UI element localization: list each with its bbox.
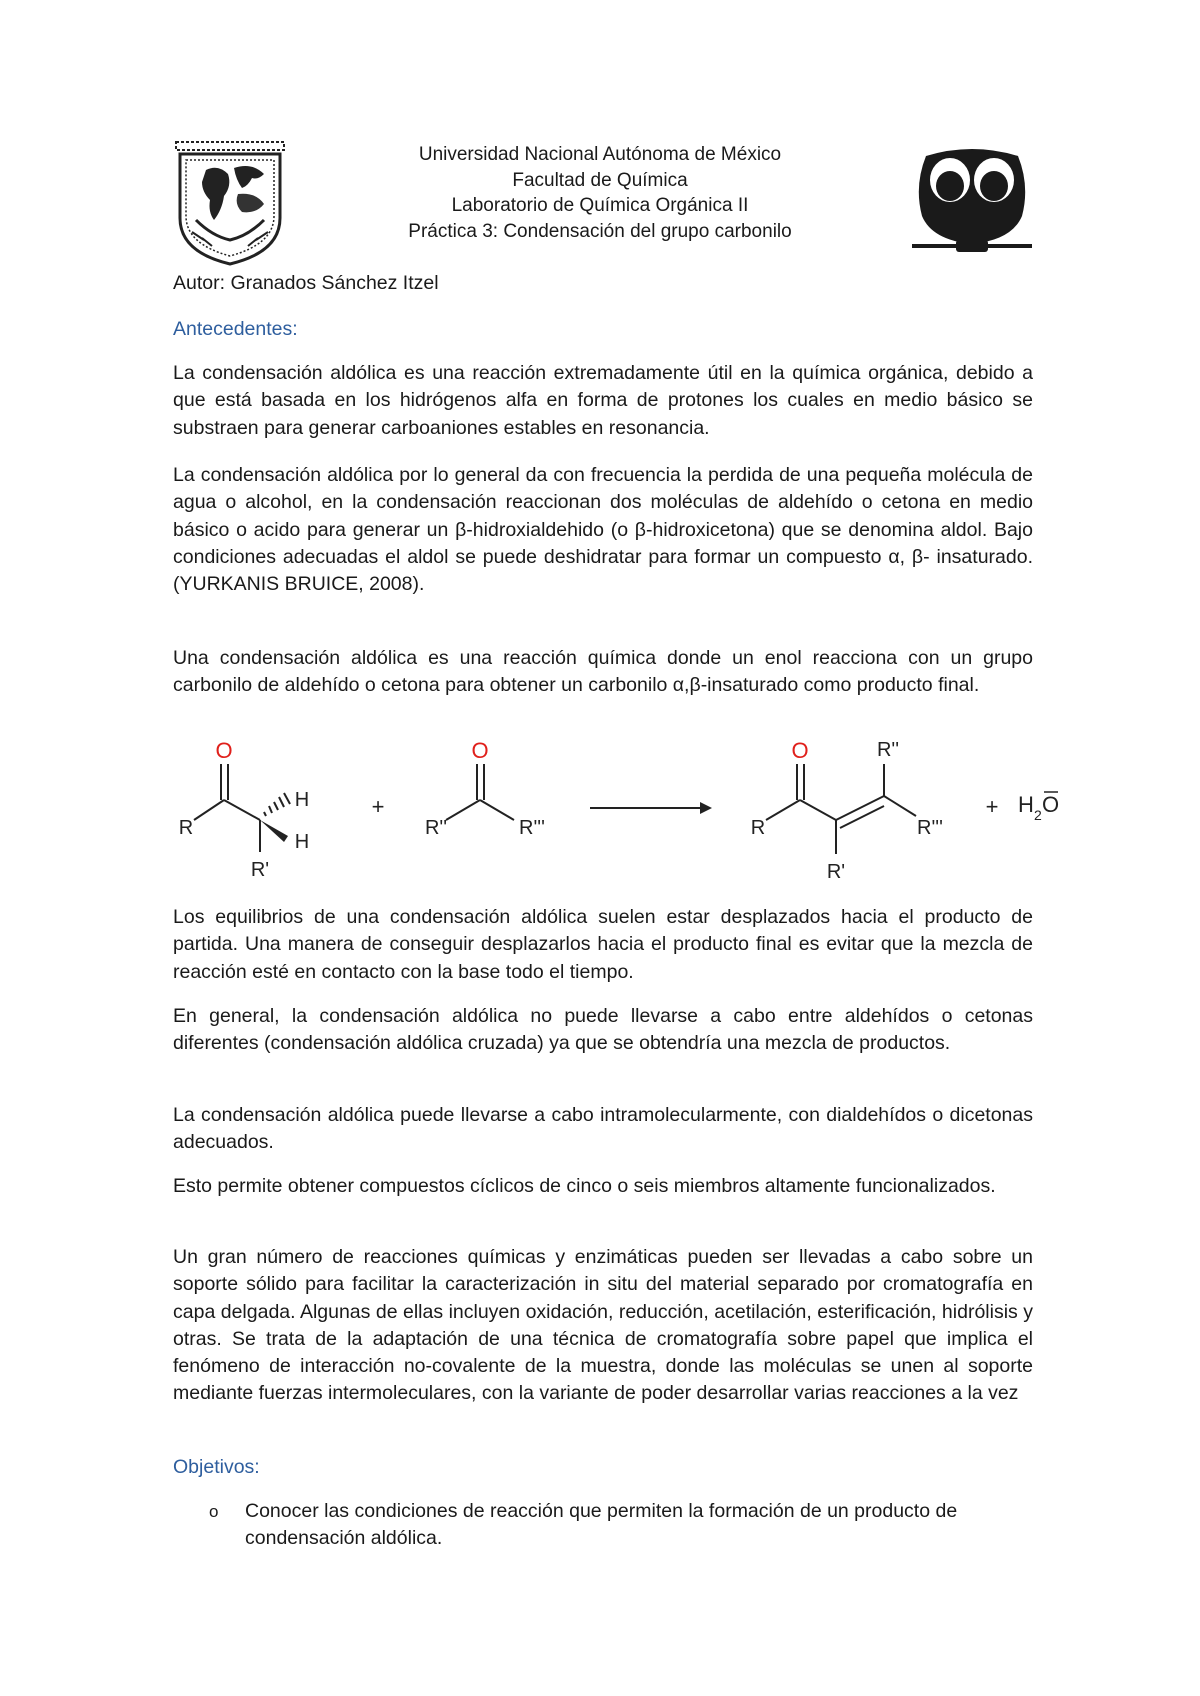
hydrogen-label-1: H xyxy=(294,789,310,811)
objectives-list xyxy=(173,1498,1033,1553)
reactant-enolizable-carbonyl xyxy=(179,738,309,881)
list-item xyxy=(173,1498,1033,1553)
paragraph-4: Los equilibrios de una condensación aldólica suelen estar desplazados hacia el producto de partida. Una manera de conseguir desplazarlos hacia el producto final es evitar que la mezcla de reacción esté en contacto con la base todo el tiempo. xyxy=(173,906,1033,983)
document-header xyxy=(300,142,900,244)
paragraph-6: La condensación aldólica puede llevarse a cabo intramolecularmente, con dialdehídos o dicetonas adecuados. xyxy=(173,1104,1033,1154)
paragraph-8: Un gran número de reacciones químicas y enzimáticas pueden ser llevadas a cabo sobre un soporte sólido para facilitar la caracterización in situ del material separado por cromatografía en capa delgada. Algunas de ellas incluyen oxidación, reducción, acetilación, esterificación, hidrólisis y otras. Se trata de la adaptación de una técnica de cromatografía sobre papel que implica el fenómeno de interacción no-covalente de la muestra, donde las moléculas se unen al soporte mediante fuerzas intermoleculares, con la variante de poder desarrollar varias reacciones a la vez xyxy=(173,1246,1033,1405)
oxygen-label: O xyxy=(471,738,489,763)
unam-crest-logo xyxy=(172,140,288,266)
r-double-prime-label: R'' xyxy=(424,817,448,839)
objective-text: Conocer las condiciones de reacción que permiten la formación de un producto de condensación aldólica. xyxy=(245,1500,958,1550)
paragraph-1: La condensación aldólica es una reacción extremadamente útil en la química orgánica, debido a que está basada en los hidrógenos alfa en forma de protones los cuales en medio básico se substraen para generar carboaniones estables en resonancia. xyxy=(173,362,1033,439)
r-double-prime-label: R'' xyxy=(876,739,900,761)
paragraph-3: Una condensación aldólica es una reacción química donde un enol reacciona con un grupo carbonilo de aldehído o cetona para obtener un carbonilo α,β-insaturado como producto final. xyxy=(173,647,1033,697)
r-triple-prime-label: R''' xyxy=(917,817,943,839)
product-unsaturated-carbonyl xyxy=(751,738,943,883)
paragraph-5: En general, la condensación aldólica no puede llevarse a cabo entre aldehídos o cetonas diferentes (condensación aldólica cruzada) ya que se obtendría una mezcla de productos. xyxy=(173,1005,1033,1055)
oxygen-label: O xyxy=(215,738,233,763)
faculty-name: Facultad de Química xyxy=(512,169,688,191)
practice-title: Práctica 3: Condensación del grupo carbonilo xyxy=(408,220,792,242)
paragraph-2: La condensación aldólica por lo general da con frecuencia la perdida de una pequeña molécula de agua o alcohol, en la condensación reaccionan dos moléculas de aldehído o cetona en medio básico o acido para generar un β-hidroxialdehido (o β-hidroxicetona) que se denomina aldol. Bajo condiciones adecuadas el aldol se puede deshidratar para formar un compuesto α, β- insaturado. (YURKANIS BRUICE, 2008). xyxy=(173,464,1033,596)
water-h-label: H xyxy=(1018,792,1034,817)
objetivos-heading: Objetivos: xyxy=(173,1456,260,1478)
water-molecule xyxy=(1018,792,1059,823)
paragraph-7: Esto permite obtener compuestos cíclicos de cinco o seis miembros altamente funcionalizados. xyxy=(173,1175,996,1197)
reactant-carbonyl xyxy=(425,738,545,839)
antecedentes-heading: Antecedentes: xyxy=(173,318,298,340)
aldol-reaction-scheme xyxy=(172,730,1084,900)
r-triple-prime-label: R''' xyxy=(519,817,545,839)
hydrogen-label-2: H xyxy=(294,831,310,853)
water-o-label: O xyxy=(1042,792,1060,817)
lab-name: Laboratorio de Química Orgánica II xyxy=(451,195,749,216)
r-group-label: R xyxy=(750,817,766,839)
r-prime-label: R' xyxy=(826,861,846,883)
plus-sign-1: + xyxy=(371,794,385,819)
r-group-label: R xyxy=(178,817,194,839)
university-name: Universidad Nacional Autónoma de México xyxy=(418,144,782,165)
oxygen-label: O xyxy=(791,738,809,763)
reaction-arrow xyxy=(590,802,712,814)
r-prime-label: R' xyxy=(250,859,270,881)
author-line: Autor: Granados Sánchez Itzel xyxy=(173,272,439,294)
water-subscript: 2 xyxy=(1034,807,1042,823)
facultad-quimica-logo xyxy=(912,146,1032,258)
plus-sign-2: + xyxy=(985,794,999,819)
bullet-icon: o xyxy=(209,1502,219,1521)
